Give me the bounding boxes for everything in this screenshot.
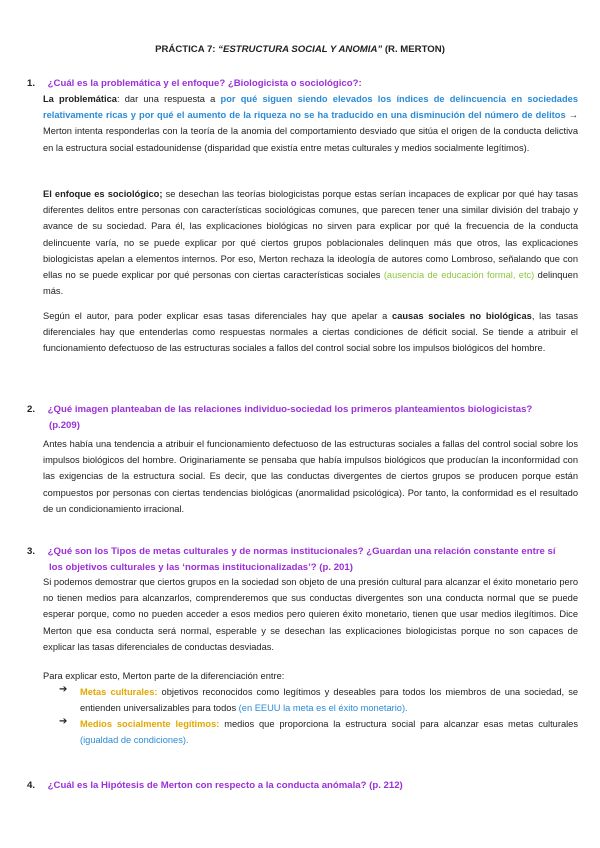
- bullet-arrow-icon: ➔: [59, 684, 68, 695]
- title-italic: “ESTRUCTURA SOCIAL Y ANOMIA”: [218, 44, 383, 55]
- problem-highlight: por qué siguen siendo elevados los índices de delincuencia en sociedades relativamente ricas y por qué el aumento de la riqueza no se ha traducido en una disminución del número de delitos: [43, 94, 578, 121]
- question-number: 2.: [27, 404, 36, 415]
- question-text-line2: los objetivos culturales y las ‘normas institucionalizadas’? (p. 201): [49, 562, 353, 573]
- q1-author-paragraph: Según el autor, para poder explicar esas tasas diferenciales hay que apelar a causas sociales no biológicas, las tasas diferenciales hay que entenderlas como respuestas normales a ciertas condiciones de déficit social. Se tiende a atribuir el funcionamiento defectuoso de las estructuras sociales a fallos del control social sobre los impulsos biológicos del hombre.: [43, 311, 579, 354]
- q1-problem-paragraph: La problemática: dar una respuesta a por qué siguen siendo elevados los índices de delincuencia en sociedades relativamente ricas y por qué el aumento de la riqueza no se ha traducido en una disminución del número de delitos → Merton intenta responderlas con la teoría de la anomia del comportamiento desviado que sitúa el origen de la conducta delictiva en la estructura social estadounidense (disparidad que existía entre metas culturales y medios socialmente legítimos).: [43, 94, 579, 153]
- q2-answer-paragraph: Antes había una tendencia a atribuir el funcionamiento defectuoso de las estructuras sociales a fallas del control social sobre los impulsos biológicos del hombre. Originariamente se pensaba que había impulsos biológicos que producían la inconformidad con las exigencias de la estructura social. Es decir, que las conductas divergentes de ciertos grupos se producen porque están compuestos por personas con ciertas tendencias biológicas (anormalidad psicológica). Por tanto, la conformidad es el resultado de un condicionamiento irracional.: [43, 439, 578, 514]
- question-text: ¿Qué son los Tipos de metas culturales y de normas institucionales? ¿Guardan una relación constante entre sí: [47, 546, 556, 557]
- question-1-heading: [27, 76, 577, 92]
- q3-answer-paragraph: Si podemos demostrar que ciertos grupos en la sociedad son objeto de una presión cultural para alcanzar el éxito monetario pero no tienen medios para alcanzarlos, comprenderemos que sus conductas divergentes son una conducta normal que se puede esperar porque, como no pueden acceder a esos medios pero quieren éxito monetario, tienen que usar medios ilegítimos. Dice Merton que esa conducta será normal, esperable y se desechan las explicaciones biologicistas porque no son capaces de explicar las tasas diferenciales de conductas desviadas.: [43, 577, 578, 652]
- green-note: (ausencia de educación formal, etc): [383, 270, 535, 281]
- question-text: ¿Cuál es la problemática y el enfoque? ¿Biologicista o sociológico?:: [47, 78, 362, 89]
- q1-approach-paragraph: El enfoque es sociológico; se desechan las teorías biologicistas porque estas serían incapaces de explicar por qué hay tasas diferentes delitos entre personas con características sociológicas comunes, que parecen tener una similar división del trabajo y avance de su sociedad. Para él, las explicaciones biológicas no sirven para explicar por qué la frecuencia de la conducta delincuente varía, no se puede explicar por qué ciertos grupos poblacionales delinquen más que otros, las explicaciones biologicistas apelan a elementos internos. Por eso, Merton rechaza la ideología de autores como Lombroso, señalando que con ellas no se puede explicar por qué personas con ciertas características sociales (ausencia de educación formal, etc) delinquen más.: [43, 189, 578, 297]
- question-4-heading: [27, 778, 577, 794]
- question-3-heading: [27, 544, 577, 576]
- page-title: PRÁCTICA 7: “ESTRUCTURA SOCIAL Y ANOMIA” (R. MERTON): [155, 44, 445, 55]
- q3-intro: Para explicar esto, Merton parte de la diferenciación entre:: [43, 671, 285, 681]
- question-text: ¿Cuál es la Hipótesis de Merton con respecto a la conducta anómala? (p. 212): [47, 780, 403, 791]
- question-page-ref: (p.209): [49, 420, 80, 431]
- question-2-heading: [27, 402, 577, 434]
- bullet-medios-legitimos: Medios socialmente legítimos: medios que proporciona la estructura social para alcanzar esas metas culturales (igualdad de condiciones).: [80, 719, 579, 746]
- question-text: ¿Qué imagen planteaban de las relaciones individuo-sociedad los primeros planteamientos biologicistas?: [47, 404, 533, 415]
- question-number: 1.: [27, 78, 36, 89]
- bullet-arrow-icon: ➔: [59, 716, 68, 727]
- question-number: 4.: [27, 780, 36, 791]
- bullet-metas-culturales: Metas culturales: objetivos reconocidos como legítimos y deseables para todos los miembros de una sociedad, se entienden universalizables para todos (en EEUU la meta es el éxito monetario).: [80, 687, 579, 714]
- question-number: 3.: [27, 546, 36, 557]
